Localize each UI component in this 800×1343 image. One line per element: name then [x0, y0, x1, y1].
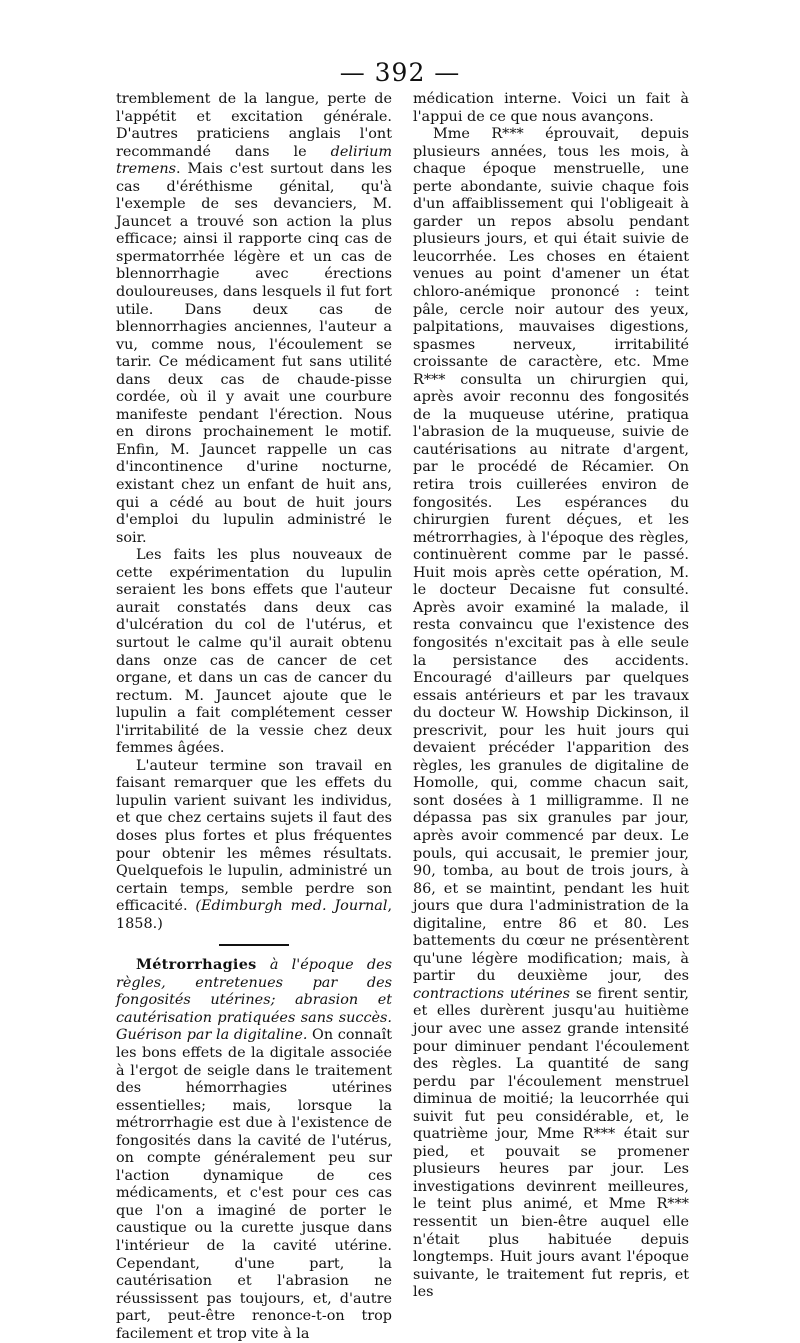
left-paragraph-2: Les faits les plus nouveaux de cette expérimentation du lupulin seraient les bons effets que l'auteur aurait constatés dans deux cas d'ulcération du col de l'utérus, et surtout le calme qu'il aurait obtenu dans onze cas de cancer de cet organe, et dans un cas de cancer du rectum. M. Jauncet ajoute que le lupulin a fait complétement cesser l'irritabilité de la vessie chez deux femmes âgées. [116, 547, 392, 757]
left-p3-text: L'auteur termine son travail en faisant remarquer que les effets du lupulin varient suivant les individus, et que chez certains sujets il faut des doses plus fortes et plus fréquentes pour obtenir les mêmes résultats. Quelquefois le lupulin, administré un certain temps, semble perdre son efficacité. [116, 757, 392, 915]
right-paragraph-2 [413, 126, 689, 1302]
right-p2-rest: se firent sentir, et elles durèrent jusqu'au huitième jour avec une assez grande intensité pour diminuer pendant l'écoulement des règles. La quantité de sang perdu par l'écoulement menstruel diminua de moitié; la leucorrhée qui suivit fut peu considérable, et, le quatrième jour, Mme R*** était sur pied, et pouvait se promener plusieurs heures par jour. Les investigations devinrent meilleures, le teint plus animé, et Mme R*** ressentit un bien-être auquel elle n'était plus habituée depuis longtemps. Huit jours avant l'époque suivante, le traitement fut repris, et les [413, 985, 689, 1301]
left-p1-text: tremblement de la langue, perte de l'appétit et excitation générale. D'autres praticiens anglais l'ont recommandé dans le [116, 91, 392, 160]
left-paragraph-1 [116, 91, 392, 547]
right-p2-text: Mme R*** éprouvait, depuis plusieurs années, tous les mois, à chaque époque menstruelle, une perte abondante, suivie chaque fois d'un affaiblissement qui l'obligeait à garder un repos absolu pendant plusieurs jours, et qui était suivie de leucorrhée. Les choses en étaient venues au point d'amener un état chloro-anémique prononcé : teint pâle, cercle noir autour des yeux, palpitations, mauvaises digestions, spasmes nerveux, irritabilité croissante de caractère, etc. Mme R*** consulta un chirurgien qui, après avoir reconnu des fongosités de la muqueuse utérine, pratiqua l'abrasion de la muqueuse, suivie de cautérisations au nitrate d'argent, par le procédé de Récamier. On retira trois cuillerées environ de fongosités. Les espérances du chirurgien furent déçues, et les métrorrhagies, à l'époque des règles, continuèrent comme par le passé. Huit mois après cette opération, M. le docteur Decaisne fut consulté. Après avoir examiné la malade, il resta convaincu que l'existence des fongosités n'excitait pas à elle seule la persistance des accidents. Encouragé d'ailleurs par quelques essais antérieurs et par les travaux du docteur W. Howship Dickinson, il prescrivit, pour les huit jours qui devaient précéder l'apparition des règles, les granules de digitaline de Homolle, qui, comme chacun sait, sont dosées à 1 milligramme. Il ne dépassa pas six granules par jour, après avoir commencé par deux. Le pouls, qui accusait, le premier jour, 90, tomba, au bout de trois jours, à 86, et se maintint, pendant les huit jours que dura l'administration de la digitaline, entre 86 et 80. Les battements du cœur ne présentèrent qu'une légère modification; mais, à partir du deuxième jour, des [413, 126, 689, 985]
right-paragraph-1: médication interne. Voici un fait à l'appui de ce que nous avançons. [413, 91, 689, 125]
left-paragraph-4 [116, 956, 392, 1343]
right-column [413, 91, 689, 1302]
right-p2-italic: contractions utérines [413, 985, 571, 1002]
left-p3-source-end: , 1858.) [116, 898, 393, 932]
left-p1-italic: delirium tremens [116, 143, 392, 178]
left-paragraph-3 [116, 758, 392, 933]
section-heading-bold: Métrorrhagies [136, 956, 257, 974]
page-number: — 392 — [339, 58, 461, 87]
section-heading-italic: à l'époque des règles, entretenues par des fongosités utérines; abrasion et cautérisation pratiquées sans succès. Guérison par la digitaline. [116, 957, 392, 1044]
left-p3-source: (Edimburgh med. Journal [195, 898, 388, 915]
section-divider [219, 944, 289, 946]
left-p4-text: On connaît les bons effets de la digitale associée à l'ergot de seigle dans le traitement des hémorrhagies utérines essentielles; mais, lorsque la métrorrhagie est due à l'existence de fongosités dans la cavité de l'utérus, on compte généralement peu sur l'action dynamique de ces médicaments, et c'est pour ces cas que l'on a imaginé de porter le caustique ou la curette jusque dans l'intérieur de la cavité utérine. Cependant, d'une part, la cautérisation et l'abrasion ne réussissent pas toujours, et, d'autre part, peut-être renonce-t-on trop facilement et trop vite à la [116, 1027, 392, 1342]
left-p1-rest: . Mais c'est surtout dans les cas d'éréthisme génital, qu'à l'exemple de ses devanciers, M. Jauncet a trouvé son action la plus efficace; ainsi il rapporte cinq cas de spermatorrhée légère et un cas de blennorrhagie avec érections douloureuses, dans lesquels il fut fort utile. Dans deux cas de blennorrhagies anciennes, l'auteur a vu, comme nous, l'écoulement se tarir. Ce médicament fut sans utilité dans deux cas de chaude-pisse cordée, où il y avait une courbure manifeste pendant l'érection. Nous en dirons prochainement le motif. Enfin, M. Jauncet rappelle un cas d'incontinence d'urine nocturne, existant chez un enfant de huit ans, qui a cédé au bout de huit jours d'emploi du lupulin administré le soir. [116, 161, 392, 546]
left-column [116, 91, 392, 1343]
